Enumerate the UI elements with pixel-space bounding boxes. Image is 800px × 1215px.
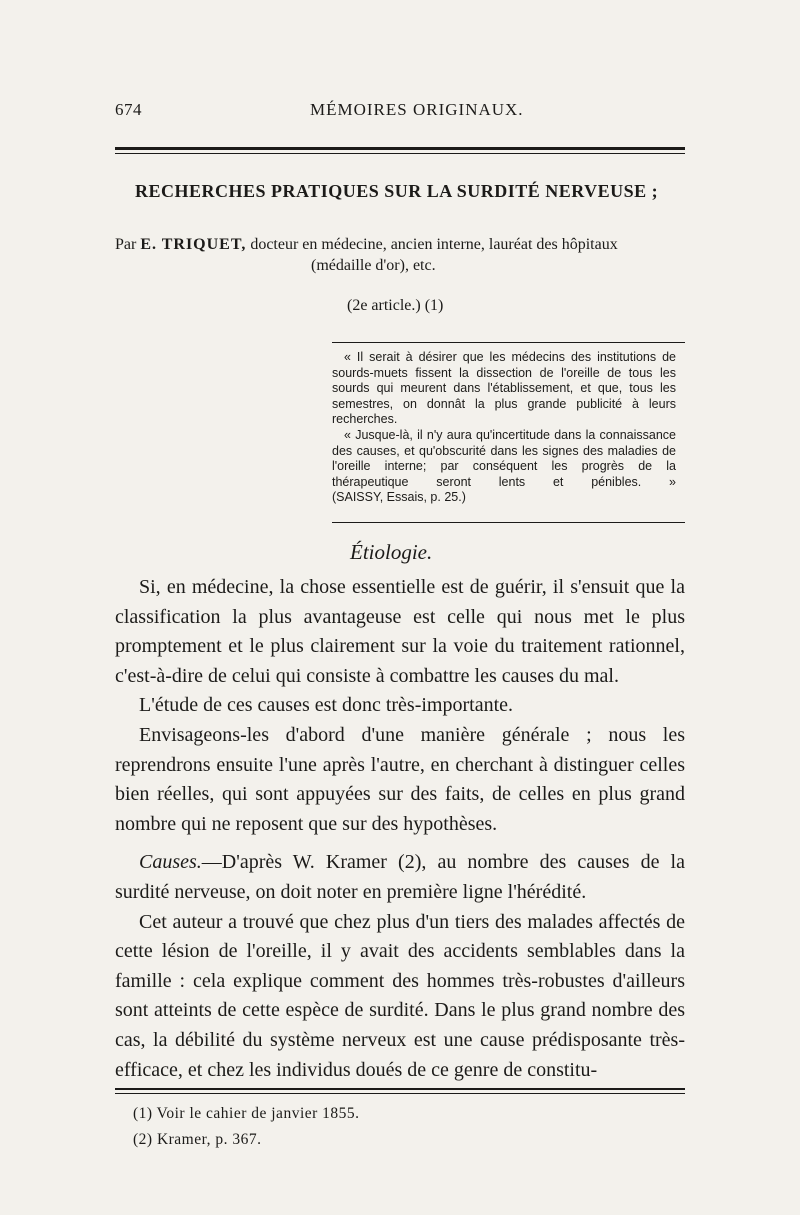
author-credentials: docteur en médecine, ancien interne, lauréat des hôpitaux bbox=[250, 236, 618, 253]
causes-label: Causes. bbox=[139, 851, 202, 874]
epigraph-top-rule bbox=[332, 342, 685, 343]
epigraph-source: (SAISSY, Essais, p. 25.) bbox=[332, 490, 466, 505]
header-rule-thick bbox=[115, 147, 685, 150]
article-number: (2e article.) (1) bbox=[347, 297, 444, 314]
page-header bbox=[115, 100, 685, 126]
page-number: 674 bbox=[115, 100, 142, 119]
epigraph-paragraph-1: « Il serait à désirer que les médecins des institutions de sourds-muets fissent la dissection de l'oreille de tous les sourds qui meurent dans l'établissement, et que, tous les semestres, on donnât la plus grande publicité à leurs recherches. bbox=[332, 350, 676, 427]
author-credentials-cont: (médaille d'or), etc. bbox=[311, 257, 436, 274]
footnote-rule-thick bbox=[115, 1088, 685, 1090]
epigraph-paragraph-2-text: « Jusque-là, il n'y aura qu'incertitude dans la connaissance des causes, et qu'obscurité dans les signes des maladies de l'oreille interne; par conséquent les progrès de la thérapeutique seront lents et pénibles. » bbox=[332, 427, 676, 489]
footnotes bbox=[133, 1101, 673, 1153]
body-paragraph-2: L'étude de ces causes est donc très-importante. bbox=[139, 694, 514, 717]
epigraph-bottom-rule bbox=[332, 522, 685, 523]
footnote-1: (1) Voir le cahier de janvier 1855. bbox=[133, 1105, 360, 1122]
footnote-rule-thin bbox=[115, 1093, 685, 1094]
body-paragraph-5: Cet auteur a trouvé que chez plus d'un tiers des malades affectés de cette lésion de l'oreille, il y avait des accidents semblables dans la famille : cela explique comment des hommes très-robustes d'ailleurs sont atteints de cette espèce de surdité. Dans le plus grand nombre des cas, la débilité du système nerveux est une cause prédisposante très-efficace, et chez les individus doués de ce genre de constitu- bbox=[115, 910, 685, 1081]
body-paragraph-4 bbox=[115, 848, 685, 907]
byline bbox=[115, 234, 685, 276]
body-text bbox=[115, 573, 685, 1085]
byline-prefix: Par bbox=[115, 236, 137, 253]
epigraph bbox=[332, 350, 676, 506]
body-paragraph-4-text: —D'après W. Kramer (2), au nombre des causes de la surdité nerveuse, on doit noter en première ligne l'hérédité. bbox=[115, 851, 685, 903]
epigraph-paragraph-2 bbox=[332, 428, 676, 506]
body-paragraph-1: Si, en médecine, la chose essentielle est de guérir, il s'ensuit que la classification la plus avantageuse est celle qui nous met le plus promptement et le plus clairement sur la voie du traitement rationnel, c'est-à-dire de celui qui consiste à combattre les causes du mal. bbox=[115, 576, 685, 687]
running-title: MÉMOIRES ORIGINAUX. bbox=[310, 100, 524, 119]
footnote-2: (2) Kramer, p. 367. bbox=[133, 1131, 262, 1148]
section-title: Étiologie. bbox=[350, 540, 433, 564]
header-rule-thin bbox=[115, 153, 685, 154]
body-paragraph-3: Envisageons-les d'abord d'une manière générale ; nous les reprendrons ensuite l'une après l'autre, en cherchant à distinguer celles bien réelles, qui sont appuyées sur des faits, de celles en plus grand nombre qui ne reposent que sur des hypothèses. bbox=[115, 723, 685, 835]
article-title: RECHERCHES PRATIQUES SUR LA SURDITÉ NERVEUSE ; bbox=[135, 181, 659, 201]
author-name: E. TRIQUET, bbox=[140, 236, 247, 253]
